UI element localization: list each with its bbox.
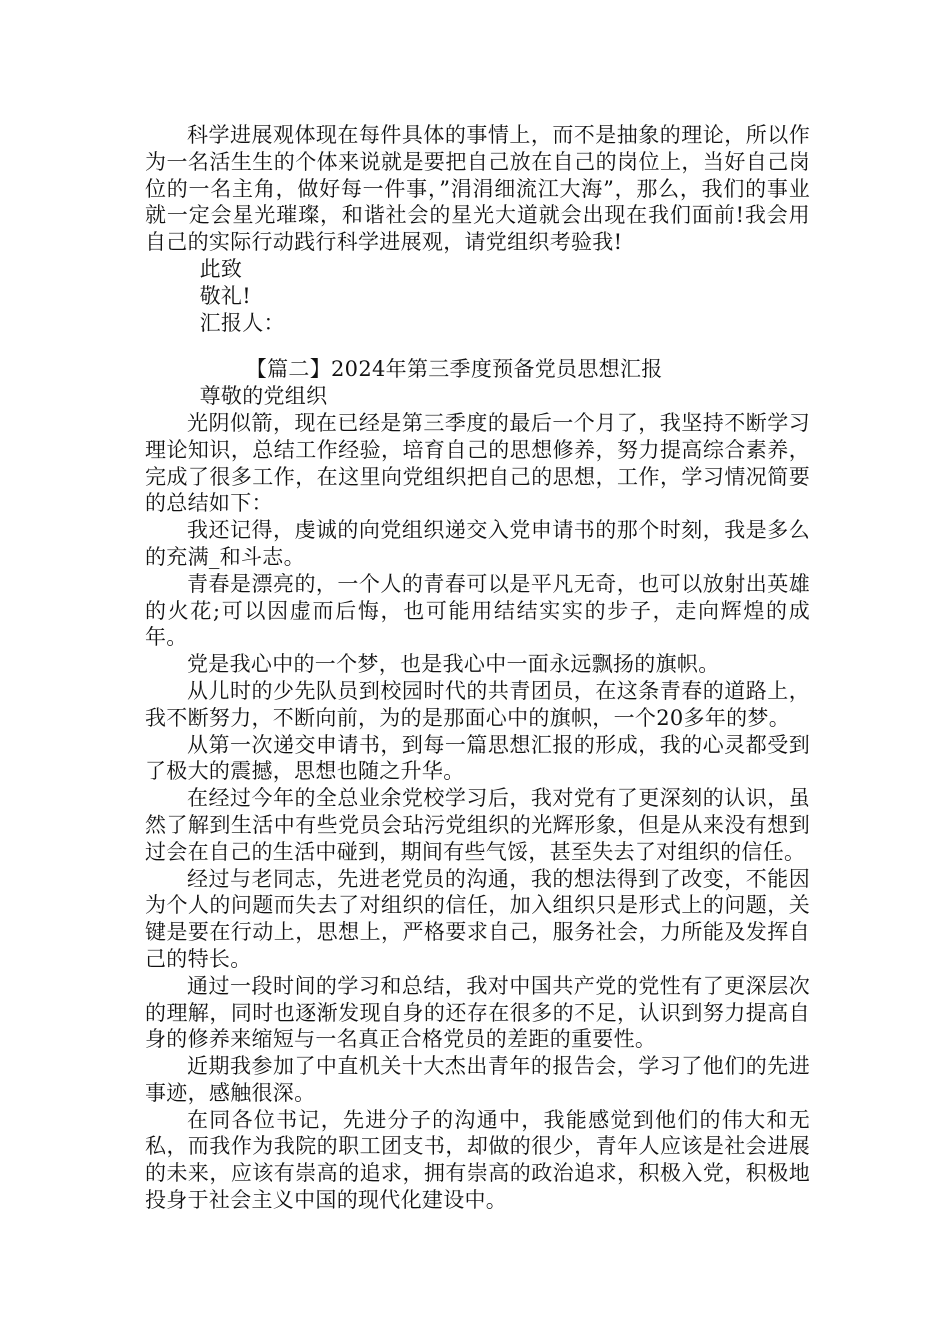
paragraph-2: 我还记得，虔诚的向党组织递交入党申请书的那个时刻，我是多么的充满_和斗志。 (145, 518, 810, 569)
paragraph-1: 光阴似箭，现在已经是第三季度的最后一个月了，我坚持不断学习理论知识，总结工作经验，培育自己的思想修养，努力提高综合素养，完成了很多工作，在这里向党组织把自己的思想，工作，学习情况简要的总结如下： (145, 410, 810, 516)
paragraph-9: 通过一段时间的学习和总结，我对中国共产党的党性有了更深层次的理解，同时也逐渐发现自身的还存在很多的不足，认识到努力提高自身的修养来缩短与一名真正合格党员的差距的重要性。 (145, 973, 810, 1052)
salutation: 尊敬的党组织 (199, 384, 328, 409)
closing-line-1: 此致 (199, 256, 243, 281)
section-heading: 【篇二】2024年第三季度预备党员思想汇报 (245, 357, 663, 382)
closing-line-3: 汇报人： (199, 310, 285, 335)
paragraph-4: 党是我心中的一个梦，也是我心中一面永远飘扬的旗帜。 (187, 652, 720, 677)
paragraph-10: 近期我参加了中直机关十大杰出青年的报告会，学习了他们的先进事迹，感触很深。 (145, 1054, 810, 1105)
closing-line-2: 敬礼! (199, 283, 251, 308)
document-body (145, 122, 810, 1214)
paragraph-11: 在同各位书记，先进分子的沟通中，我能感觉到他们的伟大和无私，而我作为我院的职工团支书，却做的很少，青年人应该是社会进展的未来，应该有崇高的追求，拥有崇高的政治追求，积极入党，积极地投身于社会主义中国的现代化建设中。 (145, 1107, 810, 1213)
paragraph-before-1: 科学进展观体现在每件具体的事情上，而不是抽象的理论，所以作为一名活生生的个体来说就是要把自己放在自己的岗位上，当好自己岗位的一名主角，做好每一件事，”涓涓细流江大海”，那么，我们的事业就一定会星光璀璨，和谐社会的星光大道就会出现在我们面前!我会用自己的实际行动践行科学进展观，请党组织考验我! (145, 123, 810, 255)
paragraph-3: 青春是漂亮的，一个人的青春可以是平凡无奇，也可以放射出英雄的火花;可以因虚而后悔，也可能用结结实实的步子，走向辉煌的成年。 (145, 571, 810, 650)
paragraph-7: 在经过今年的全总业余党校学习后，我对党有了更深刻的认识，虽然了解到生活中有些党员会玷污党组织的光辉形象，但是从来没有想到过会在自己的生活中碰到，期间有些气馁，甚至失去了对组织的信任。 (145, 786, 810, 864)
paragraph-6: 从第一次递交申请书，到每一篇思想汇报的形成，我的心灵都受到了极大的震撼，思想也随之升华。 (145, 732, 810, 784)
paragraph-8: 经过与老同志，先进老党员的沟通，我的想法得到了改变，不能因为个人的问题而失去了对组织的信任，加入组织只是形式上的问题，关键是要在行动上，思想上，严格要求自己，服务社会，力所能及发挥自己的特长。 (145, 866, 810, 971)
paragraph-5: 从儿时的少先队员到校园时代的共青团员，在这条青春的道路上，我不断努力，不断向前，为的是那面心中的旗帜，一个20多年的梦。 (145, 678, 810, 730)
